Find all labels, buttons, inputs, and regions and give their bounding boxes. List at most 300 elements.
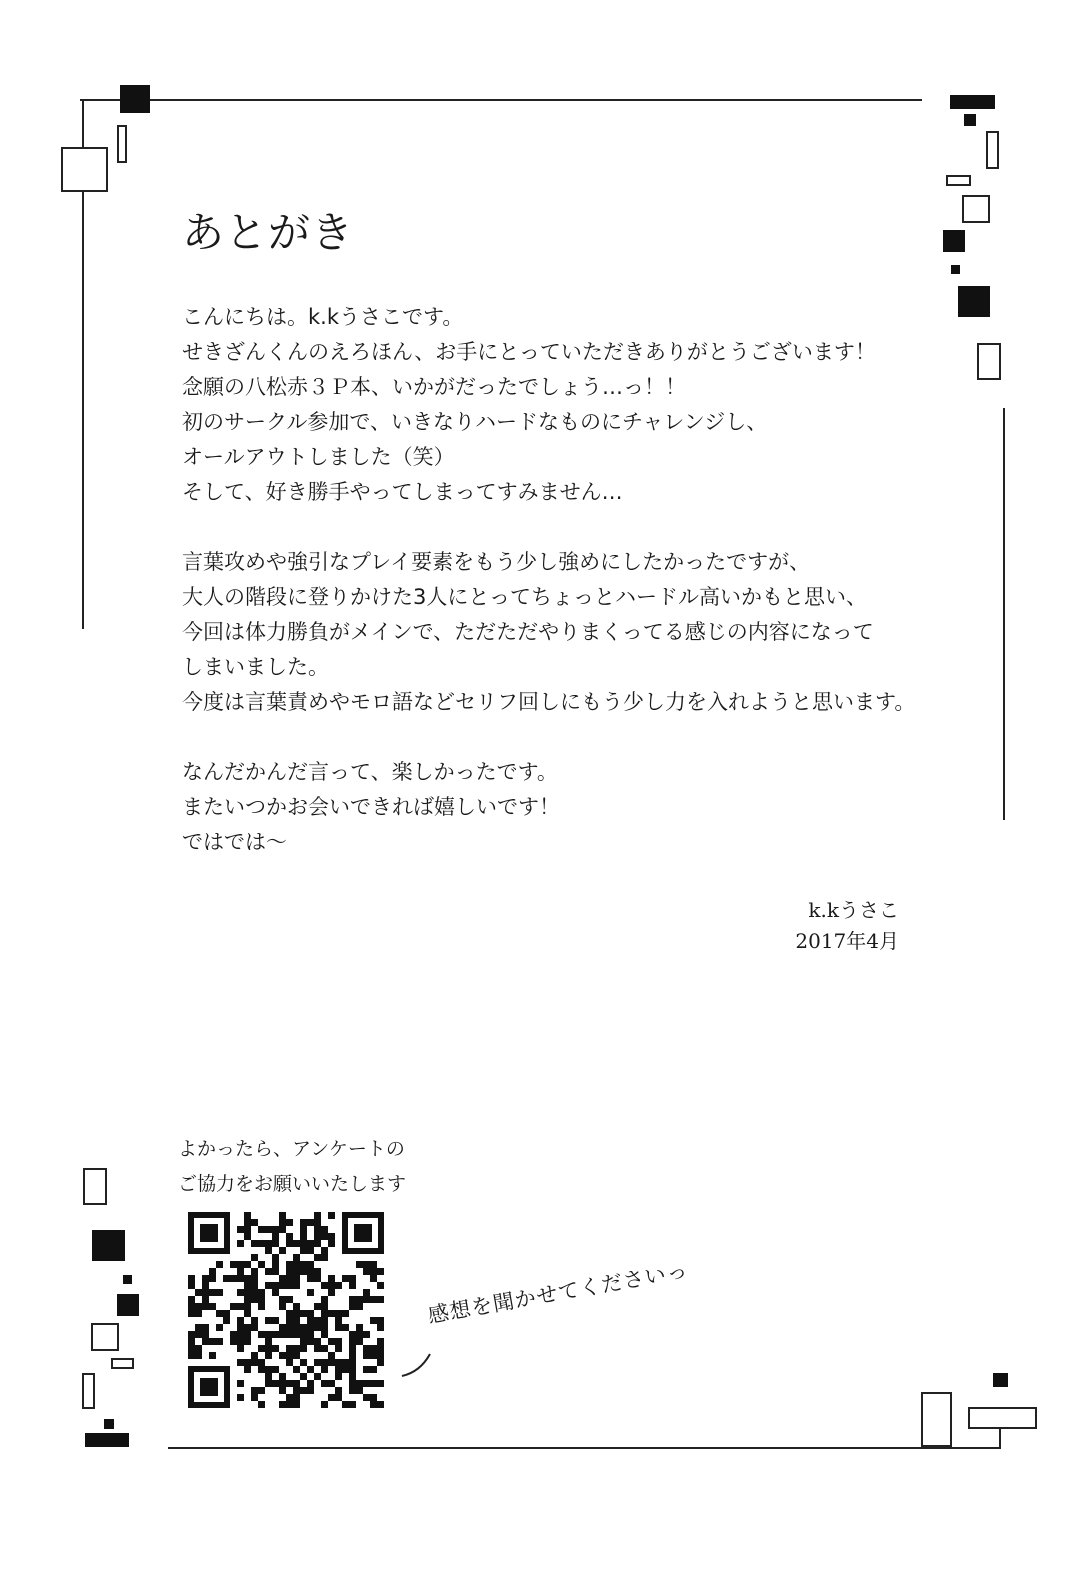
qr-module — [237, 1359, 244, 1366]
qr-module — [314, 1233, 321, 1240]
qr-module — [216, 1261, 223, 1268]
qr-module — [244, 1324, 251, 1331]
qr-module — [272, 1366, 279, 1373]
qr-module — [370, 1268, 377, 1275]
qr-module — [370, 1275, 377, 1282]
deco-square — [123, 1275, 132, 1284]
qr-module — [335, 1324, 342, 1331]
qr-module — [314, 1268, 321, 1275]
qr-module — [300, 1310, 307, 1317]
qr-module — [314, 1240, 321, 1247]
qr-module — [307, 1366, 314, 1373]
qr-module — [237, 1345, 244, 1352]
qr-module — [293, 1268, 300, 1275]
qr-module — [279, 1303, 286, 1310]
qr-module — [251, 1296, 258, 1303]
signature-date: 2017年4月 — [795, 929, 899, 953]
qr-module — [314, 1275, 321, 1282]
qr-module — [321, 1226, 328, 1233]
qr-module — [377, 1380, 384, 1387]
qr-module — [321, 1324, 328, 1331]
body-line: 言葉攻めや強引なプレイ要素をもう少し強めにしたかったですが、 — [182, 550, 811, 574]
qr-module — [188, 1310, 195, 1317]
qr-module — [307, 1338, 314, 1345]
qr-module — [321, 1247, 328, 1254]
qr-module — [321, 1366, 328, 1373]
qr-module — [258, 1240, 265, 1247]
qr-module — [293, 1401, 300, 1408]
qr-module — [188, 1331, 195, 1338]
survey-request — [178, 1132, 406, 1202]
qr-module — [216, 1338, 223, 1345]
qr-module — [265, 1352, 272, 1359]
qr-module — [286, 1380, 293, 1387]
qr-module — [328, 1394, 335, 1401]
qr-module — [286, 1359, 293, 1366]
qr-module — [349, 1345, 356, 1352]
qr-module — [328, 1338, 335, 1345]
qr-module — [209, 1352, 216, 1359]
qr-module — [321, 1282, 328, 1289]
body-line: 大人の階段に登りかけた3人にとってちょっとハードル高いかもと思い、 — [182, 585, 867, 609]
qr-module — [223, 1317, 230, 1324]
qr-module — [286, 1401, 293, 1408]
qr-module — [272, 1282, 279, 1289]
qr-module — [307, 1310, 314, 1317]
qr-module — [279, 1324, 286, 1331]
qr-module — [370, 1352, 377, 1359]
deco-square — [921, 1392, 952, 1447]
qr-module — [279, 1296, 286, 1303]
body-line: こんにちは。k.kうさこです。 — [182, 305, 464, 329]
body-line: しまいました。 — [182, 655, 329, 679]
qr-module — [251, 1282, 258, 1289]
deco-square — [968, 1407, 1037, 1429]
qr-module — [377, 1401, 384, 1408]
qr-module — [237, 1240, 244, 1247]
qr-module — [300, 1240, 307, 1247]
qr-module — [363, 1352, 370, 1359]
qr-module — [237, 1226, 244, 1233]
qr-module — [300, 1359, 307, 1366]
qr-module — [328, 1275, 335, 1282]
qr-module — [188, 1303, 195, 1310]
qr-module — [307, 1331, 314, 1338]
qr-module — [265, 1247, 272, 1254]
qr-module — [286, 1310, 293, 1317]
body-line: 今度は言葉責めやモロ語などセリフ回しにもう少し力を入れようと思います。 — [182, 690, 916, 714]
qr-module — [356, 1296, 363, 1303]
qr-module — [244, 1282, 251, 1289]
qr-module — [209, 1338, 216, 1345]
qr-module — [335, 1373, 342, 1380]
qr-module — [202, 1338, 209, 1345]
qr-module — [314, 1219, 321, 1226]
qr-module — [244, 1289, 251, 1296]
qr-module — [286, 1268, 293, 1275]
qr-module — [349, 1296, 356, 1303]
qr-module — [335, 1345, 342, 1352]
qr-module — [307, 1387, 314, 1394]
page-title: あとがき — [182, 208, 355, 257]
qr-module — [314, 1254, 321, 1261]
qr-module — [265, 1373, 272, 1380]
qr-module — [321, 1310, 328, 1317]
qr-module — [272, 1380, 279, 1387]
qr-module — [335, 1366, 342, 1373]
deco-square — [83, 1168, 107, 1205]
qr-module — [279, 1275, 286, 1282]
qr-module — [209, 1303, 216, 1310]
qr-module — [272, 1233, 279, 1240]
qr-module — [314, 1373, 321, 1380]
body-line: オールアウトしました（笑） — [182, 445, 455, 469]
qr-module — [328, 1380, 335, 1387]
qr-module — [300, 1338, 307, 1345]
qr-module — [244, 1338, 251, 1345]
qr-module — [286, 1282, 293, 1289]
qr-module — [363, 1366, 370, 1373]
qr-module — [363, 1261, 370, 1268]
qr-module — [237, 1394, 244, 1401]
qr-module — [272, 1226, 279, 1233]
qr-module — [202, 1275, 209, 1282]
deco-square — [82, 1373, 95, 1409]
qr-module — [258, 1387, 265, 1394]
qr-module — [258, 1303, 265, 1310]
deco-square — [92, 1230, 125, 1261]
qr-module — [272, 1331, 279, 1338]
qr-module — [195, 1345, 202, 1352]
qr-module — [356, 1338, 363, 1345]
qr-module — [258, 1296, 265, 1303]
qr-module — [279, 1219, 286, 1226]
qr-module — [202, 1289, 209, 1296]
qr-module — [321, 1345, 328, 1352]
qr-module — [258, 1345, 265, 1352]
qr-module — [335, 1310, 342, 1317]
qr-module — [251, 1359, 258, 1366]
qr-module — [307, 1219, 314, 1226]
qr-module — [244, 1212, 251, 1219]
qr-module — [237, 1268, 244, 1275]
qr-module — [370, 1366, 377, 1373]
qr-module — [230, 1331, 237, 1338]
qr-module — [363, 1380, 370, 1387]
qr-module — [307, 1275, 314, 1282]
qr-module — [328, 1233, 335, 1240]
qr-module — [363, 1268, 370, 1275]
qr-module — [300, 1226, 307, 1233]
qr-module — [202, 1282, 209, 1289]
qr-module — [272, 1289, 279, 1296]
qr-module — [258, 1366, 265, 1373]
qr-module — [307, 1240, 314, 1247]
survey-line: ご協力をお願いいたします — [178, 1173, 407, 1195]
qr-module — [377, 1359, 384, 1366]
qr-module — [377, 1345, 384, 1352]
frame-right-line — [1003, 408, 1005, 820]
qr-module — [223, 1310, 230, 1317]
signature-block — [795, 895, 899, 957]
qr-module — [286, 1296, 293, 1303]
qr-module — [356, 1331, 363, 1338]
qr-module — [356, 1303, 363, 1310]
deco-square — [61, 147, 108, 192]
note-pointer-stroke — [398, 1350, 438, 1380]
qr-module — [349, 1380, 356, 1387]
qr-module — [307, 1268, 314, 1275]
qr-module — [307, 1289, 314, 1296]
qr-module — [293, 1380, 300, 1387]
qr-module — [237, 1275, 244, 1282]
qr-module — [293, 1317, 300, 1324]
qr-module — [300, 1331, 307, 1338]
qr-module — [328, 1282, 335, 1289]
qr-module — [258, 1331, 265, 1338]
qr-module — [328, 1240, 335, 1247]
qr-module — [195, 1331, 202, 1338]
qr-module — [314, 1359, 321, 1366]
qr-module — [265, 1317, 272, 1324]
qr-module — [279, 1331, 286, 1338]
qr-module — [244, 1331, 251, 1338]
qr-module — [349, 1387, 356, 1394]
qr-module — [258, 1226, 265, 1233]
qr-module — [328, 1310, 335, 1317]
qr-module — [188, 1352, 195, 1359]
qr-module — [244, 1233, 251, 1240]
qr-module — [265, 1366, 272, 1373]
qr-module — [216, 1310, 223, 1317]
qr-module — [335, 1338, 342, 1345]
qr-module — [188, 1296, 195, 1303]
qr-module — [244, 1219, 251, 1226]
qr-module — [230, 1303, 237, 1310]
qr-module — [363, 1331, 370, 1338]
qr-module — [258, 1289, 265, 1296]
qr-module — [279, 1380, 286, 1387]
qr-module — [286, 1240, 293, 1247]
qr-module — [265, 1226, 272, 1233]
qr-module — [286, 1394, 293, 1401]
qr-module — [349, 1401, 356, 1408]
qr-module — [272, 1254, 279, 1261]
qr-module — [349, 1331, 356, 1338]
qr-module — [328, 1352, 335, 1359]
body-line: なんだかんだ言って、楽しかったです。 — [182, 760, 558, 784]
qr-module — [237, 1303, 244, 1310]
qr-module — [251, 1324, 258, 1331]
qr-module — [223, 1275, 230, 1282]
deco-square — [117, 125, 127, 163]
qr-module — [300, 1261, 307, 1268]
qr-module — [307, 1247, 314, 1254]
qr-module — [279, 1282, 286, 1289]
qr-module — [321, 1401, 328, 1408]
qr-module — [237, 1324, 244, 1331]
qr-module — [202, 1303, 209, 1310]
qr-module — [349, 1373, 356, 1380]
qr-module — [349, 1303, 356, 1310]
deco-square — [120, 85, 150, 113]
qr-module — [370, 1345, 377, 1352]
qr-module — [272, 1268, 279, 1275]
qr-module — [293, 1275, 300, 1282]
deco-square — [993, 1373, 1008, 1387]
qr-module — [237, 1317, 244, 1324]
qr-module — [244, 1366, 251, 1373]
qr-module — [195, 1289, 202, 1296]
qr-module — [293, 1303, 300, 1310]
frame-top-line — [80, 99, 922, 101]
qr-module — [300, 1233, 307, 1240]
qr-module — [293, 1394, 300, 1401]
qr-module — [251, 1289, 258, 1296]
qr-module — [244, 1359, 251, 1366]
qr-module — [293, 1345, 300, 1352]
qr-module — [244, 1275, 251, 1282]
qr-module — [286, 1317, 293, 1324]
qr-module — [195, 1303, 202, 1310]
qr-module — [314, 1338, 321, 1345]
qr-module — [286, 1352, 293, 1359]
qr-module — [293, 1310, 300, 1317]
qr-module — [237, 1380, 244, 1387]
qr-module — [335, 1317, 342, 1324]
qr-module — [349, 1275, 356, 1282]
qr-module — [265, 1338, 272, 1345]
deco-square — [111, 1358, 134, 1369]
qr-module — [342, 1324, 349, 1331]
qr-module — [293, 1240, 300, 1247]
qr-module — [272, 1317, 279, 1324]
qr-module — [349, 1282, 356, 1289]
qr-module — [244, 1261, 251, 1268]
qr-module — [300, 1373, 307, 1380]
qr-module — [272, 1345, 279, 1352]
qr-module — [321, 1331, 328, 1338]
qr-module — [335, 1282, 342, 1289]
qr-module — [195, 1324, 202, 1331]
qr-module — [293, 1282, 300, 1289]
frame-bottom-line — [168, 1447, 1000, 1449]
body-line: 今回は体力勝負がメインで、ただただやりまくってる感じの内容になって — [182, 620, 874, 644]
qr-module — [349, 1359, 356, 1366]
qr-module — [279, 1352, 286, 1359]
handwritten-note: 感想を聞かせてくださいっ — [426, 1258, 691, 1328]
qr-module — [251, 1394, 258, 1401]
qr-module — [237, 1289, 244, 1296]
qr-module — [258, 1359, 265, 1366]
deco-square — [950, 95, 995, 109]
deco-square — [117, 1294, 139, 1316]
qr-module — [188, 1275, 195, 1282]
qr-module — [230, 1261, 237, 1268]
qr-module — [321, 1233, 328, 1240]
qr-module — [265, 1331, 272, 1338]
deco-square — [951, 265, 960, 274]
qr-module — [195, 1352, 202, 1359]
qr-module — [363, 1345, 370, 1352]
qr-module — [202, 1331, 209, 1338]
qr-module — [300, 1247, 307, 1254]
qr-module — [251, 1275, 258, 1282]
qr-module — [314, 1212, 321, 1219]
qr-module — [377, 1317, 384, 1324]
qr-module — [314, 1324, 321, 1331]
deco-square — [943, 230, 965, 252]
qr-module — [258, 1401, 265, 1408]
qr-module — [188, 1345, 195, 1352]
body-line: ではでは〜 — [182, 830, 287, 854]
qr-module — [321, 1296, 328, 1303]
qr-code[interactable] — [188, 1212, 384, 1408]
qr-module — [188, 1338, 195, 1345]
qr-module — [356, 1380, 363, 1387]
qr-module — [251, 1268, 258, 1275]
qr-module — [307, 1317, 314, 1324]
qr-module — [202, 1324, 209, 1331]
qr-module — [335, 1387, 342, 1394]
qr-module — [363, 1289, 370, 1296]
qr-module — [265, 1240, 272, 1247]
qr-module — [293, 1387, 300, 1394]
qr-module — [230, 1338, 237, 1345]
qr-module — [349, 1352, 356, 1359]
qr-module — [293, 1352, 300, 1359]
qr-module — [342, 1275, 349, 1282]
qr-module — [377, 1324, 384, 1331]
qr-module — [377, 1296, 384, 1303]
qr-module — [370, 1296, 377, 1303]
qr-module — [209, 1275, 216, 1282]
qr-module — [342, 1310, 349, 1317]
qr-module — [279, 1401, 286, 1408]
qr-module — [321, 1303, 328, 1310]
qr-module — [370, 1401, 377, 1408]
body-line: 初のサークル参加で、いきなりハードなものにチャレンジし、 — [182, 410, 768, 434]
qr-module — [286, 1331, 293, 1338]
qr-module — [363, 1394, 370, 1401]
qr-module — [286, 1275, 293, 1282]
qr-module — [230, 1275, 237, 1282]
deco-square — [986, 131, 999, 169]
qr-module — [286, 1219, 293, 1226]
qr-module — [300, 1268, 307, 1275]
qr-module — [279, 1212, 286, 1219]
qr-module — [286, 1233, 293, 1240]
qr-module — [272, 1240, 279, 1247]
qr-module — [314, 1303, 321, 1310]
qr-module — [307, 1324, 314, 1331]
deco-square — [104, 1419, 114, 1429]
qr-module — [342, 1401, 349, 1408]
qr-module — [356, 1324, 363, 1331]
qr-module — [314, 1317, 321, 1324]
qr-module — [349, 1366, 356, 1373]
qr-module — [279, 1226, 286, 1233]
qr-module — [356, 1261, 363, 1268]
qr-module — [286, 1324, 293, 1331]
qr-module — [370, 1317, 377, 1324]
qr-module — [363, 1296, 370, 1303]
qr-module — [321, 1254, 328, 1261]
qr-module — [286, 1261, 293, 1268]
author-name: k.kうさこ — [808, 898, 899, 922]
qr-module — [370, 1261, 377, 1268]
qr-module — [258, 1261, 265, 1268]
